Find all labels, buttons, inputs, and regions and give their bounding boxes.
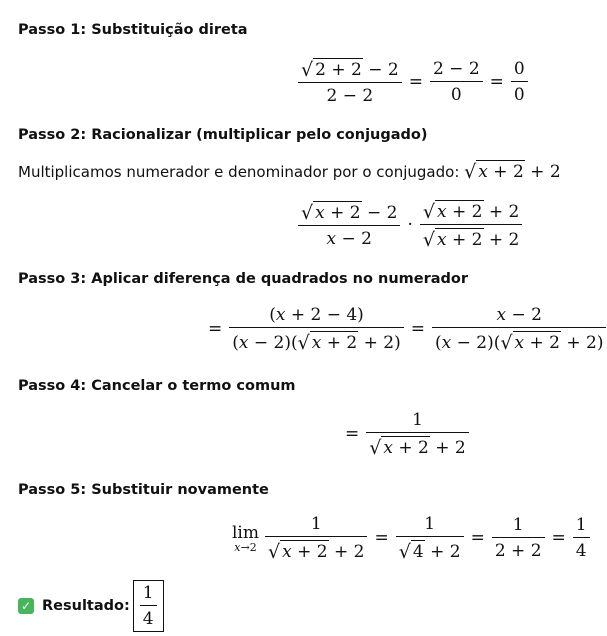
step-4-title: Passo 4: Cancelar o termo comum: [18, 378, 296, 394]
step-2-title: Passo 2: Racionalizar (multiplicar pelo conjugado): [18, 127, 428, 143]
result-box: [133, 580, 164, 632]
step-1-title: Passo 1: Substituição direta: [18, 22, 248, 38]
step-3-title: Passo 3: Aplicar diferença de quadrados no numerador: [18, 271, 469, 287]
step-4-equation: = $\frac{1}{√ x + 2 + 2}$: [340, 410, 471, 458]
step-3-equation: = $\frac{(x + 2 - 4)}{(x - 2)(√ x + 2 + 2)}$ = $\frac{x - 2}{(x - 2)(√ x + 2 + 2)}$: [203, 305, 607, 353]
check-mark-icon: ✓: [18, 598, 34, 614]
result-numerator: 1: [140, 583, 157, 606]
conjugate-expression: √ x + 2 + 2: [464, 161, 561, 183]
step-5-title: Passo 5: Substituir novamente: [18, 482, 269, 498]
step-5-equation: lim x→2 $\frac{1}{√ x + 2 + 2}$ = $\frac{1}{√ 4 + 2}$ = $\frac{1}{2 + 2}$ = $\frac{1}{4}$: [232, 514, 592, 562]
step-1-equation: $\frac{√ 2 + 2 - 2}{2 - 2}$ = $\frac{2 - 2}{0}$ = $\frac{0}{0}$: [296, 58, 530, 106]
result-label: Resultado:: [42, 598, 130, 614]
step-2-equation: $\frac{√ x + 2 - 2}{x - 2}$ · $\frac{√ x + 2 + 2}{√ x + 2 + 2}$: [296, 200, 524, 250]
result-denominator: 4: [142, 609, 154, 629]
result-line: [18, 580, 164, 632]
step-2-text: Multiplicamos numerador e denominador por o conjugado: √ x + 2 + 2: [18, 161, 561, 183]
